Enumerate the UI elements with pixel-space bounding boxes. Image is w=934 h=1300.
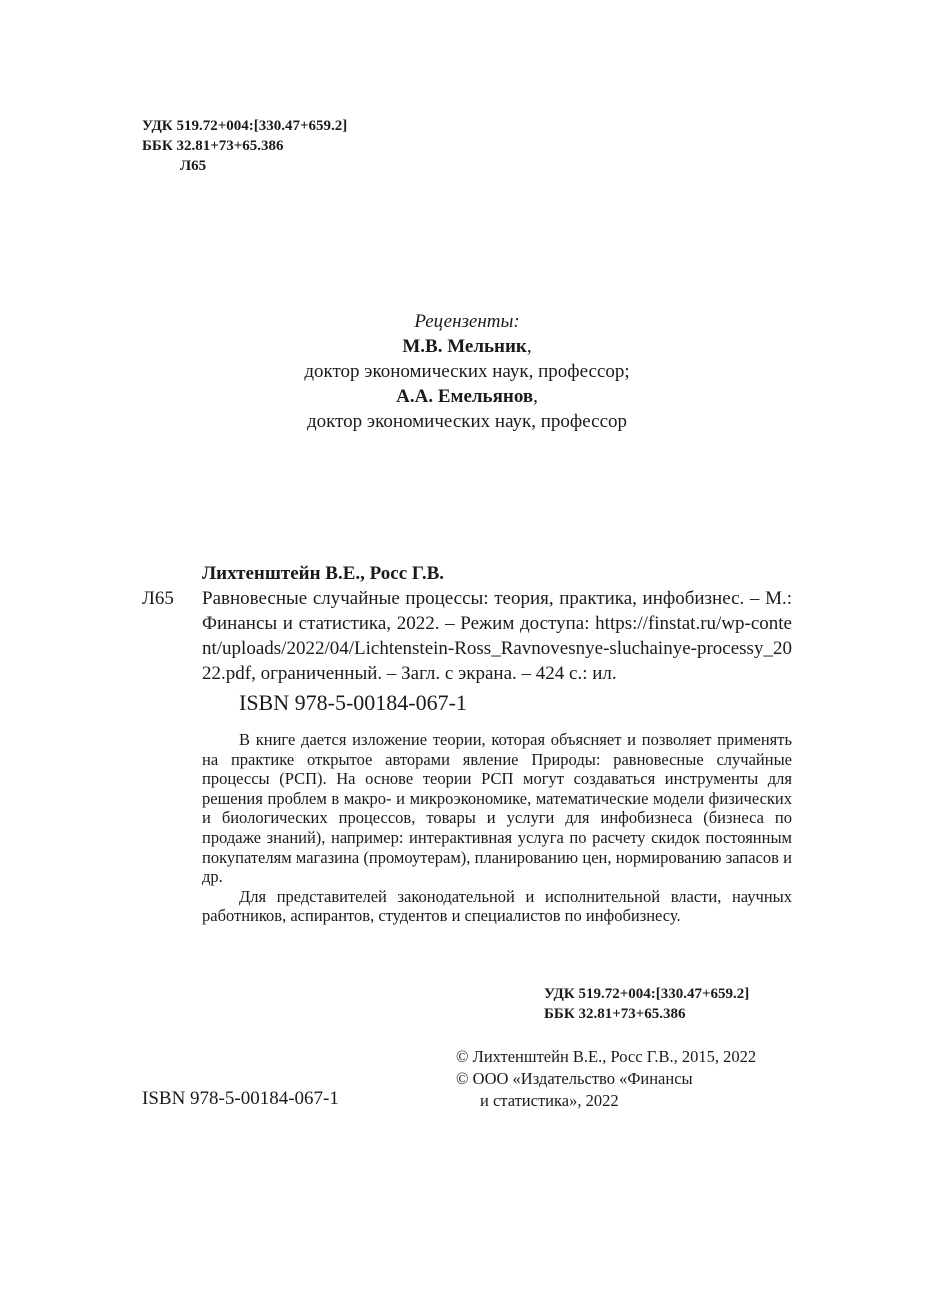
reviewer-1-punct: , (526, 336, 532, 357)
reviewer-2-title: доктор экономических наук, профессор (306, 411, 628, 432)
copyright-publisher: © ООО «Издательство «Финансы (456, 1069, 693, 1088)
reviewer-1-title: доктор экономических наук, профессор; (304, 361, 630, 382)
record-description: Равновесные случайные процессы: теория, практика, инфобизнес. – М.: Финансы и статистика, 2022. – Режим доступа: https://finstat.ru/wp-content/uploads/2022/04/Lichtenstein-Ross_Ravnovesnye-sluchainye-processy_2022.pdf, ограниченный. – Загл. с экрана. – 424 с.: ил. (202, 588, 792, 684)
isbn-bottom: ISBN 978-5-00184-067-1 (142, 1088, 339, 1109)
abstract-paragraph-1: В книге дается изложение теории, которая объясняет и позволяет применять на практике открытое авторами явление Природы: равновесные случайные процессы (РСП). На основе теории РСП могут создаваться инструменты для решения проблем в макро- и микроэкономике, математические модели физических и биологических процессов, товары и услуги для инфобизнеса (бизнеса по продаже знаний), например: интерактивная услуга по расчету скидок постоянным покупателям магазина (промоутерам), планированию цен, нормированию запасов и др. (202, 730, 792, 887)
bibliographic-record (142, 561, 792, 718)
record-author-sign: Л65 (142, 588, 174, 609)
copyright-authors: © Лихтенштейн В.Е., Росс Г.В., 2015, 2022 (456, 1047, 757, 1066)
record-body (142, 586, 792, 686)
abstract (202, 730, 792, 926)
bbk-code: ББК 32.81+73+65.386 (142, 138, 284, 154)
reviewer-1 (0, 334, 934, 359)
copyright-block (456, 1046, 756, 1112)
record-authors: Лихтенштейн В.Е., Росс Г.В. (202, 563, 445, 584)
classification-block-top (142, 116, 347, 176)
reviewer-2-name: А.А. Емельянов (396, 386, 534, 407)
reviewer-2 (0, 384, 934, 409)
udk-code-bottom: УДК 519.72+004:[330.47+659.2] (544, 986, 750, 1002)
reviewers-heading: Рецензенты: (414, 311, 520, 332)
abstract-paragraph-2: Для представителей законодательной и исполнительной власти, научных работников, аспирантов, студентов и специалистов по инфобизнесу. (202, 886, 792, 926)
bbk-code-bottom: ББК 32.81+73+65.386 (544, 1006, 686, 1022)
copyright-publisher-cont: и статистика», 2022 (480, 1091, 619, 1110)
record-isbn: ISBN 978-5-00184-067-1 (239, 690, 467, 715)
udk-code: УДК 519.72+004:[330.47+659.2] (142, 118, 348, 134)
classification-block-bottom (544, 984, 749, 1024)
reviewers-block (0, 309, 934, 434)
reviewer-2-punct: , (533, 386, 538, 407)
reviewer-1-name: М.В. Мельник (402, 336, 527, 357)
author-sign: Л65 (180, 158, 207, 174)
